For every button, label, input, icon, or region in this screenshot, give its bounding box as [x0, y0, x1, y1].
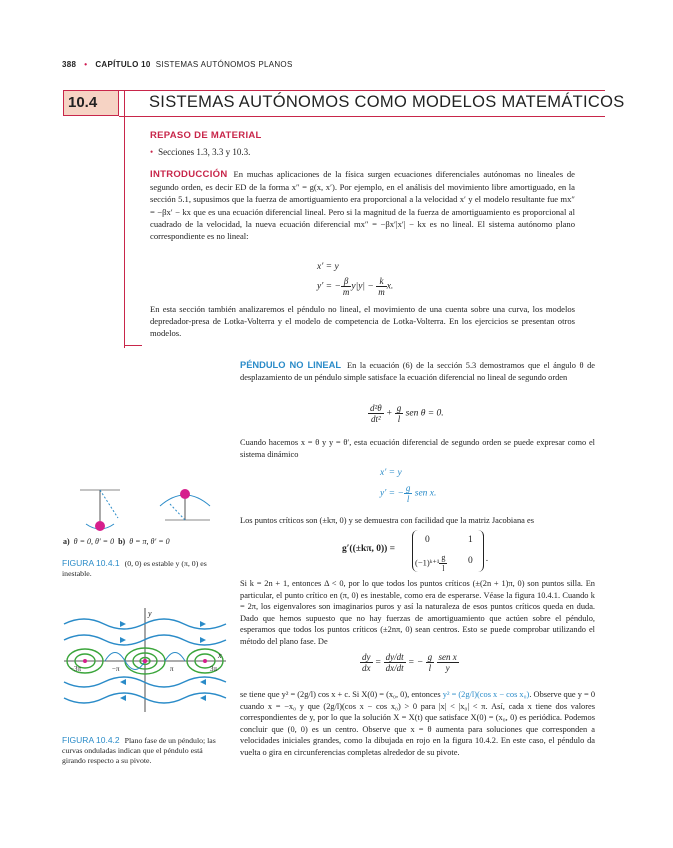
tick-3pi: 3π — [210, 665, 218, 673]
pendulum-bob-b — [180, 489, 190, 499]
figure-10-4-2 — [60, 604, 230, 714]
tick-minus-3pi: −3π — [70, 665, 81, 673]
jacobian-c: (−1)ᵏ⁺¹ $\frac{g}{l}$ — [415, 553, 446, 573]
pendulum-ode: $\frac{\text{d²θ}}{\text{dt²}}$ + $\frac{g}{l}$ sen θ = 0. — [370, 403, 444, 424]
axis-label-x: x — [218, 651, 222, 660]
chapter-title: SISTEMAS AUTÓNOMOS PLANOS — [155, 60, 293, 69]
section-rule-bottom — [119, 116, 605, 117]
section-number: 10.4 — [68, 94, 98, 111]
axis-label-y: y — [148, 609, 152, 618]
pendulum-paragraph-2: Cuando hacemos x = θ y y = θ′, esta ecuación diferencial de segundo orden se puede expresar como el sistema dinámico — [240, 438, 595, 459]
jacobian-d: 0 — [468, 556, 473, 566]
pendulum-paragraph-1: PÉNDULO NO LINEAL En la ecuación (6) de la sección 5.3 demostramos que el ángulo θ de desplazamiento de un péndulo simple satisface la ecuación diferencial no lineal de segundo orden — [240, 360, 595, 382]
running-header: 388 • CAPÍTULO 10 SISTEMAS AUTÓNOMOS PLANOS — [62, 60, 293, 69]
tick-minus-pi: −π — [112, 665, 120, 673]
pendulum-bob-a — [95, 521, 105, 531]
intro-paragraph-2: En esta sección también analizaremos el péndulo no lineal, el movimiento de una cuenta sobre una curva, los modelos depredador-presa de Lotka-Volterra y el modelo de competencia de Lotka-Volterra. En los ejercicios se presentan otros modelos. — [150, 304, 575, 339]
pendulum-keyword: PÉNDULO NO LINEAL — [240, 360, 342, 370]
intro-keyword: INTRODUCCIÓN — [150, 169, 228, 180]
pendulum-system-2: y′ = − $\frac{g}{l}$ sen x. — [380, 483, 437, 504]
pendulum-paragraph-4: Si k = 2n + 1, entonces Δ < 0, por lo que todos los puntos críticos (±(2n + 1)π, 0) son puntos silla. En particular, el punto crítico en (π, 0) es inestable, como era de esperarse. Véase la figura 10.4.1. Cuando k = 2π, los eigenvalores son imaginarios puros y así la naturaleza de esos puntos críticos queda en duda. Dado que hemos supuesto que no hay fuerzas de amortiguamiento que actúen sobre el péndulo, esperamos que todos los puntos críticos (±2nπ, 0) sean centros. Esto se puede comprobar utilizando el método del plano fase. De — [240, 579, 595, 646]
jacobian-a: 0 — [425, 535, 430, 545]
pendulum-system-1: x′ = y — [380, 468, 402, 478]
pendulum-b — [160, 489, 210, 520]
chapter-label: CAPÍTULO 10 — [95, 60, 151, 69]
section-rule-foot — [124, 345, 142, 346]
section-rule-top — [119, 90, 605, 91]
pendulum-a — [80, 490, 120, 531]
highlighted-solution: y² = (2g/l)(cos x − cos x₀) — [442, 690, 530, 699]
intro-paragraph: INTRODUCCIÓN En muchas aplicaciones de la física surgen ecuaciones diferenciales autónomas no lineales de segundo orden, es decir ED de la forma x″ = g(x, x′). Por ejemplo, en el análisis del movimiento libre amortiguado, en la sección 5.1, supusimos que la fuerza de amortiguamiento era proporcional a la velocidad x′ y el modelo resultante fue mx″ = −βx′ − kx que es una ecuación diferencial lineal. Pero si la magnitud de la fuerza de amortiguamiento es proporcional al cuadrado de la velocidad, la nueva ecuación diferencial mx″ = −βx′|x′| − kx es no lineal. El sistema autónomo plano correspondiente es no lineal: — [150, 169, 575, 242]
jacobian-equation: g′((±kπ, 0)) = — [342, 544, 396, 554]
jacobian-b: 1 — [468, 535, 473, 545]
intro-equation-1: x′ = y — [317, 262, 339, 272]
pendulum-paragraph-3: Los puntos críticos son (±kπ, 0) y se demuestra con facilidad que la matriz Jacobiana es — [240, 516, 534, 525]
pendulum-paragraph-5: se tiene que y² = (2g/l) cos x + c. Si X(0) = (x₀, 0), entonces y² = (2g/l)(cos x − cos x₀). Observe que y = 0 cuando x = −x₀ y que (2g/l)(cos x − cos x₀) > 0 para |x| < |x₀| < π. Así, cada x tiene dos valores correspondientes de y, por lo que la solución X = X(t) que satisface X(0) = (x₀, 0) es periódica. Podemos concluir que (0, 0) es un centro. Observe que x = θ aumenta para soluciones que corresponden a velocidades iniciales grandes, como la dibujada en rojo en la figura 10.4.2. En este caso, el péndulo da vuelta o gira en circunferencias completas alrededor de su pivote. — [240, 690, 596, 757]
page-number: 388 — [62, 60, 77, 69]
section-title: SISTEMAS AUTÓNOMOS COMO MODELOS MATEMÁTICOS — [149, 93, 625, 111]
review-item: • Secciones 1.3, 3.3 y 10.3. — [150, 147, 251, 157]
figure-10-4-1-labels: a) θ = 0, θ′ = 0 b) θ = π, θ′ = 0 — [63, 537, 170, 546]
intro-equation-2: y′ = − $\frac{\beta}{m}$ y|y| − $\frac{k}{m}$ x. — [317, 276, 394, 297]
figure-10-4-1 — [60, 484, 230, 544]
figure-10-4-2-caption: FIGURA 10.4.2 Plano fase de un péndulo; las curvas onduladas indican que el péndulo está girando respecto a su pivote. — [62, 735, 216, 765]
section-vertical-rule — [124, 90, 125, 348]
review-heading: REPASO DE MATERIAL — [150, 130, 262, 141]
tick-pi: π — [170, 665, 174, 673]
figure-10-4-1-caption: FIGURA 10.4.1 (0, 0) es estable y (π, 0) es inestable. — [62, 558, 207, 578]
ratio-equation: $\frac{dy}{dx}$ = $\frac{dy/dt}{dx/dt}$ = − $\frac{g}{l}$ $\frac{\text{sen x}}{y}$ — [362, 652, 457, 673]
